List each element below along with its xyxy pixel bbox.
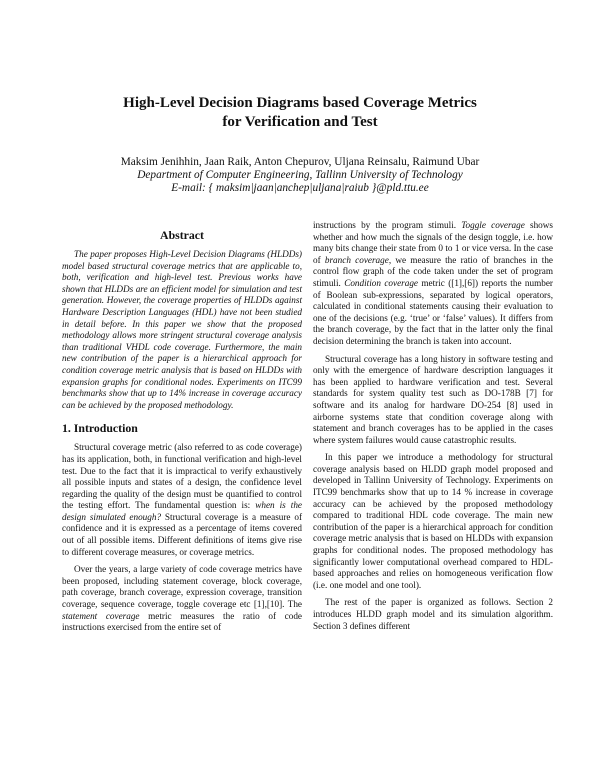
- left-column: [62, 228, 302, 640]
- right-column: [313, 220, 553, 638]
- right-paragraph-1: instructions by the program stimuli. Toggle coverage shows whether and how much the signals of the design toggle, i.e. how many bits change their state from 0 to 1 or vice versa. In the case of branch coverage, we measure the ratio of branches in the control flow graph of the code taken under the set of program stimuli. Condition coverage metric ([1],[6]) reports the number of Boolean sub-expressions, separated by logical operators, calculated in conditional statements causing their evaluation to one of the decisions (e.g. ‘true’ or ‘false’ values). It differs from the branch coverage, by the fact that in the latter only the final decision determining the branch is taken into account.: [313, 220, 554, 346]
- author-emails: E-mail: { maksim|jaan|anchep|uljana|raiub }@pld.ttu.ee: [171, 182, 429, 194]
- affiliation: Department of Computer Engineering, Tallinn University of Technology: [137, 169, 463, 181]
- title-line-2: for Verification and Test: [222, 114, 378, 130]
- abstract-heading: Abstract: [160, 228, 204, 242]
- right-paragraph-3: In this paper we introduce a methodology for structural coverage analysis based on HLDD graph model proposed and developed in Tallinn University of Technology. Experiments on ITC99 benchmarks show that up to 14 % increase in coverage accuracy can be achieved by the proposed methodology compared to traditional HDL code coverage. The main new contribution of the paper is a hierarchical approach for condition coverage metric analysis that is based on HLDDs with expansion graphs for conditional nodes. The proposed methodology has significantly lower computational overhead compared to HDL-based approaches and relies on homogeneous verification flow (i.e. one model and one tool).: [313, 452, 553, 590]
- right-paragraph-4: The rest of the paper is organized as follows. Section 2 introduces HLDD graph model and its simulation algorithm. Section 3 defines different: [313, 597, 553, 631]
- right-paragraph-2: Structural coverage has a long history in software testing and only with the emergence of hardware description languages it has been applied to hardware verification and test. Several standards for system quality test such as DO-178B [7] for software and its analog for hardware DO-254 [8] used in airborne systems state that condition coverage along with statement and branch coverages has to be applied in the cases where system failures would cause catastrophic results.: [313, 353, 553, 445]
- paper-title: [0, 94, 600, 132]
- title-line-1: High-Level Decision Diagrams based Coverage Metrics: [123, 95, 477, 111]
- section-heading-introduction: 1. Introduction: [62, 421, 138, 436]
- intro-paragraph-2: Over the years, a large variety of code coverage metrics have been proposed, including statement coverage, block coverage, path coverage, branch coverage, expression coverage, transition coverage, sequence coverage, toggle coverage etc [1],[10]. The statement coverage metric measures the ratio of code instructions exercised from the entire set of: [62, 564, 302, 633]
- author-list: Maksim Jenihhin, Jaan Raik, Anton Chepurov, Uljana Reinsalu, Raimund Ubar: [120, 156, 480, 168]
- intro-paragraph-1: Structural coverage metric (also referred to as code coverage) has its application, both, in functional verification and high-level test. Due to the fact that it is impractical to verify exhaustively all possible inputs and states of a design, the confidence level regarding the quality of the design must be quantified to control the testing effort. The fundamental question is: when is the design simulated enough? Structural coverage is a measure of confidence and it is expressed as a percentage of items covered out of all possible items. Different definitions of items give rise to different coverage measures, or coverage metrics.: [62, 442, 302, 557]
- abstract-text: The paper proposes High-Level Decision Diagrams (HLDDs) model based structural coverage metrics that are applicable to, both, verification and high-level test. Previous works have shown that HLDDs are an efficient model for simulation and test generation. However, the coverage properties of HLDDs against Hardware Description Languages (HDL) have not been studied in detail before. In this paper we show that the proposed methodology allows more stringent structural coverage analysis than traditional VHDL code coverage. Furthermore, the main new contribution of the paper is a hierarchical approach for condition coverage metric analysis that is based on HLDDs with expansion graphs for conditional nodes. Experiments on ITC99 benchmarks show that up to 14% increase in coverage accuracy can be achieved by the proposed methodology.: [62, 249, 302, 410]
